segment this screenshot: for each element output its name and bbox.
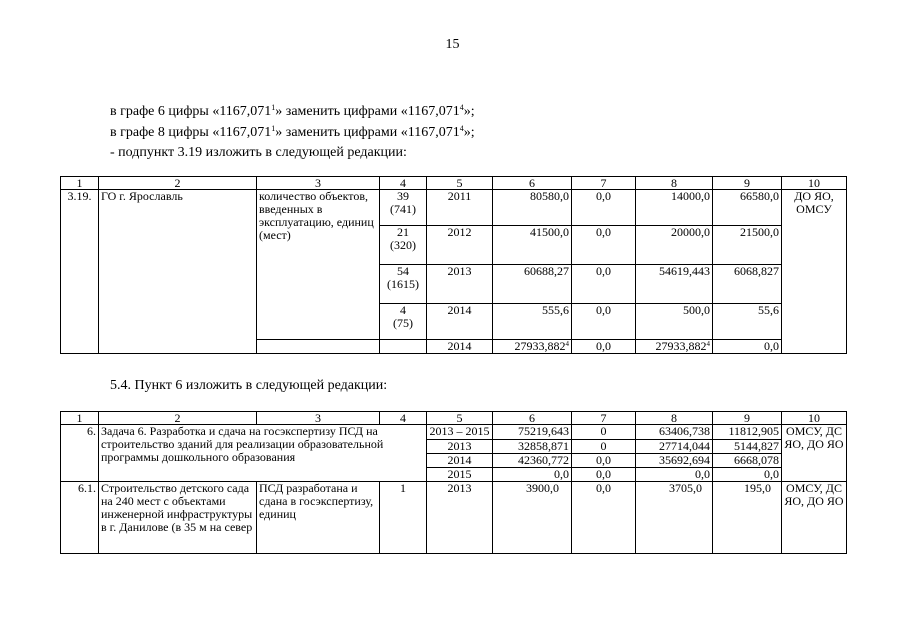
total-cell	[493, 304, 572, 340]
year-cell: 2014	[427, 304, 493, 340]
local-cell: 66580,0	[713, 190, 782, 226]
indicator-name: ПСД разработана и сдана в госэкспертизу, единиц	[257, 482, 380, 554]
task-number: 6.	[61, 425, 99, 482]
federal-cell: 0,0	[572, 304, 636, 340]
federal-cell: 0	[572, 440, 636, 454]
regional-cell: 0,0	[636, 468, 713, 482]
cell-value: 27933,882	[514, 339, 566, 353]
page-number: 15	[445, 37, 460, 52]
year-cell: 2015	[427, 468, 493, 482]
total-cell	[493, 190, 572, 226]
column-header-10: 10	[782, 412, 847, 425]
column-header-9: 9	[713, 177, 782, 190]
paragraph-subitem-3-19: - подпункт 3.19 изложить в следующей редакции:	[110, 145, 407, 160]
table-row	[61, 482, 847, 554]
local-cell: 11812,905	[713, 425, 782, 440]
column-header-9: 9	[713, 412, 782, 425]
column-header-8: 8	[636, 177, 713, 190]
total-cell: 3900,0	[493, 482, 572, 554]
regional-cell: 35692,694	[636, 454, 713, 468]
table-task-6	[60, 411, 847, 554]
regional-cell: 3705,0	[636, 482, 713, 554]
cell-value: 20000,0	[671, 225, 710, 239]
local-cell: 6668,078	[713, 454, 782, 468]
column-header-6: 6	[493, 412, 572, 425]
column-header-4: 4	[380, 177, 427, 190]
local-cell: 55,6	[713, 304, 782, 340]
cell-value: 54619,443	[659, 264, 710, 278]
executor-cell: ОМСУ, ДС ЯО, ДО ЯО	[782, 425, 847, 482]
total-cell: 0,0	[493, 468, 572, 482]
column-header-2: 2	[99, 177, 257, 190]
local-cell: 5144,827	[713, 440, 782, 454]
year-cell: 2013	[427, 440, 493, 454]
cell-value: 14000,0	[671, 189, 710, 203]
indicator-name: количество объектов, введенных в эксплуатацию, единиц (мест)	[257, 190, 380, 340]
column-header-4: 4	[380, 412, 427, 425]
year-cell: 2011	[427, 190, 493, 226]
local-cell: 195,0	[713, 482, 782, 554]
federal-cell: 0,0	[572, 265, 636, 304]
column-header-7: 7	[572, 412, 636, 425]
column-header-3: 3	[257, 412, 380, 425]
item-name: Строительство детского сада на 240 мест с объектами инженерной инфраструктуры в г. Данилове (в 35 м на север	[99, 482, 257, 554]
year-cell: 2014	[427, 454, 493, 468]
cell-value: 60688,27	[524, 264, 569, 278]
regional-cell	[636, 340, 713, 354]
column-header-5: 5	[427, 177, 493, 190]
regional-cell	[636, 226, 713, 265]
column-header-6: 6	[493, 177, 572, 190]
paragraph-graph-8: в графе 8 цифры «1167,071$^1$» заменить цифрами «1167,071$^4$»;	[110, 124, 475, 140]
cell-value: 80580,0	[530, 189, 569, 203]
indicator-value: 39 (741)	[380, 190, 427, 226]
federal-cell: 0,0	[572, 226, 636, 265]
task-name: Задача 6. Разработка и сдача на госэкспертизу ПСД на строительство зданий для реализации образовательной программы дошкольного образования	[99, 425, 427, 482]
regional-cell	[636, 190, 713, 226]
cell-value: 555,6	[542, 303, 569, 317]
total-cell: 75219,643	[493, 425, 572, 440]
table-row	[61, 190, 847, 226]
indicator-name-empty	[257, 340, 380, 354]
local-cell: 21500,0	[713, 226, 782, 265]
year-cell: 2013	[427, 482, 493, 554]
total-cell: 42360,772	[493, 454, 572, 468]
total-cell	[493, 226, 572, 265]
table-header-row	[61, 177, 847, 190]
indicator-value: 1	[380, 482, 427, 554]
footnote-marker: 4	[565, 340, 569, 348]
executor-cell: ДО ЯО, ОМСУ	[782, 190, 847, 354]
regional-cell: 63406,738	[636, 425, 713, 440]
footnote-marker: 4	[706, 340, 710, 348]
year-cell: 2014	[427, 340, 493, 354]
column-header-3: 3	[257, 177, 380, 190]
year-cell: 2012	[427, 226, 493, 265]
cell-value: 27933,882	[655, 339, 707, 353]
regional-cell	[636, 265, 713, 304]
paragraph-section-5-4: 5.4. Пункт 6 изложить в следующей редакции:	[110, 378, 388, 393]
federal-cell: 0,0	[572, 482, 636, 554]
item-number: 3.19.	[61, 190, 99, 354]
federal-cell: 0,0	[572, 468, 636, 482]
item-name: ГО г. Ярославль	[99, 190, 257, 354]
local-cell: 0,0	[713, 340, 782, 354]
federal-cell: 0,0	[572, 454, 636, 468]
column-header-5: 5	[427, 412, 493, 425]
local-cell: 6068,827	[713, 265, 782, 304]
column-header-1: 1	[61, 177, 99, 190]
local-cell: 0,0	[713, 468, 782, 482]
cell-value: 41500,0	[530, 225, 569, 239]
total-cell	[493, 340, 572, 354]
table-row	[61, 425, 847, 440]
table-header-row	[61, 412, 847, 425]
column-header-10: 10	[782, 177, 847, 190]
cell-value: 500,0	[683, 303, 710, 317]
total-cell: 32858,871	[493, 440, 572, 454]
indicator-value: 54 (1615)	[380, 265, 427, 304]
indicator-value: 4 (75)	[380, 304, 427, 340]
year-cell: 2013	[427, 265, 493, 304]
regional-cell: 27714,044	[636, 440, 713, 454]
column-header-1: 1	[61, 412, 99, 425]
indicator-value	[380, 340, 427, 354]
regional-cell	[636, 304, 713, 340]
total-cell	[493, 265, 572, 304]
executor-cell: ОМСУ, ДС ЯО, ДО ЯО	[782, 482, 847, 554]
federal-cell: 0,0	[572, 190, 636, 226]
indicator-value: 21 (320)	[380, 226, 427, 265]
column-header-8: 8	[636, 412, 713, 425]
table-subitem-3-19	[60, 176, 847, 354]
year-cell: 2013 – 2015	[427, 425, 493, 440]
item-number: 6.1.	[61, 482, 99, 554]
federal-cell: 0	[572, 425, 636, 440]
paragraph-graph-6: в графе 6 цифры «1167,071$^1$» заменить цифрами «1167,071$^4$»;	[110, 103, 475, 119]
column-header-2: 2	[99, 412, 257, 425]
federal-cell: 0,0	[572, 340, 636, 354]
column-header-7: 7	[572, 177, 636, 190]
